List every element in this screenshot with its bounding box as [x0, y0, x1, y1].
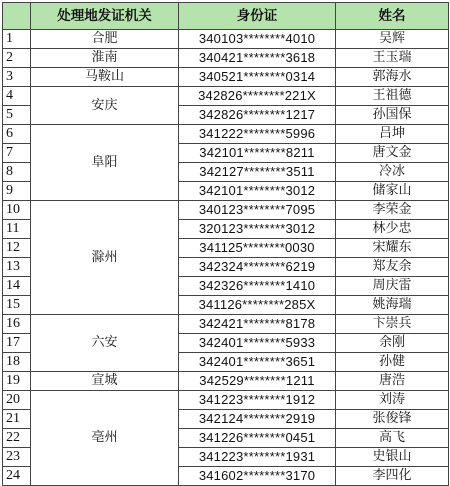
row-number: 21 — [3, 410, 31, 429]
issuing-authority-cell: 淮南 — [31, 49, 179, 68]
row-number: 11 — [3, 220, 31, 239]
id-number-cell: 342101********3012 — [179, 182, 336, 201]
id-number-cell: 342529********1211 — [179, 372, 336, 391]
header-row — [3, 3, 449, 30]
person-name-cell: 周庆雷 — [336, 277, 449, 296]
person-name-cell: 余刚 — [336, 334, 449, 353]
person-name-cell: 储家山 — [336, 182, 449, 201]
issuing-authority-cell: 滁州 — [31, 201, 179, 315]
person-name-cell: 王祖德 — [336, 87, 449, 106]
id-number-cell: 340521********0314 — [179, 68, 336, 87]
id-number-cell: 342421********8178 — [179, 315, 336, 334]
id-number-cell: 342326********1410 — [179, 277, 336, 296]
header-name: 姓名 — [336, 3, 449, 30]
person-name-cell: 孙健 — [336, 353, 449, 372]
id-number-cell: 342127********3511 — [179, 163, 336, 182]
row-number: 15 — [3, 296, 31, 315]
row-number: 20 — [3, 391, 31, 410]
id-number-cell: 342401********5933 — [179, 334, 336, 353]
row-number: 19 — [3, 372, 31, 391]
row-number: 5 — [3, 106, 31, 125]
header-issuing-authority: 处理地发证机关 — [31, 3, 179, 30]
id-number-cell: 340103********4010 — [179, 30, 336, 49]
issuing-authority-cell: 六安 — [31, 315, 179, 372]
row-number: 24 — [3, 467, 31, 486]
row-number: 9 — [3, 182, 31, 201]
row-number: 10 — [3, 201, 31, 220]
id-number-cell: 341223********1931 — [179, 448, 336, 467]
id-number-cell: 341223********1912 — [179, 391, 336, 410]
person-name-cell: 李四化 — [336, 467, 449, 486]
person-name-cell: 姚海瑞 — [336, 296, 449, 315]
person-name-cell: 唐浩 — [336, 372, 449, 391]
issuing-authority-cell: 马鞍山 — [31, 68, 179, 87]
person-name-cell: 吕坤 — [336, 125, 449, 144]
person-name-cell: 卞崇兵 — [336, 315, 449, 334]
id-number-cell: 341602********3170 — [179, 467, 336, 486]
person-name-cell: 郭海水 — [336, 68, 449, 87]
row-number: 23 — [3, 448, 31, 467]
person-name-cell: 王玉瑞 — [336, 49, 449, 68]
id-number-cell: 341222********5996 — [179, 125, 336, 144]
row-number: 16 — [3, 315, 31, 334]
row-number: 4 — [3, 87, 31, 106]
person-name-cell: 刘涛 — [336, 391, 449, 410]
id-list-table — [2, 2, 449, 486]
person-name-cell: 李荣金 — [336, 201, 449, 220]
person-name-cell: 吴辉 — [336, 30, 449, 49]
row-number: 12 — [3, 239, 31, 258]
row-number: 6 — [3, 125, 31, 144]
row-number: 8 — [3, 163, 31, 182]
table-row — [3, 391, 449, 410]
id-number-cell: 342124********2919 — [179, 410, 336, 429]
row-number: 2 — [3, 49, 31, 68]
person-name-cell: 史银山 — [336, 448, 449, 467]
table-row — [3, 49, 449, 68]
id-number-cell: 341226********0451 — [179, 429, 336, 448]
row-number: 1 — [3, 30, 31, 49]
id-number-cell: 341125********0030 — [179, 239, 336, 258]
person-name-cell: 唐文金 — [336, 144, 449, 163]
header-id-number: 身份证 — [179, 3, 336, 30]
table-row — [3, 30, 449, 49]
row-number: 13 — [3, 258, 31, 277]
person-name-cell: 张俊锋 — [336, 410, 449, 429]
row-number: 3 — [3, 68, 31, 87]
id-number-cell: 341126********285X — [179, 296, 336, 315]
row-number: 7 — [3, 144, 31, 163]
row-number: 17 — [3, 334, 31, 353]
id-number-cell: 340421********3618 — [179, 49, 336, 68]
issuing-authority-cell: 安庆 — [31, 87, 179, 125]
issuing-authority-cell: 宣城 — [31, 372, 179, 391]
table-row — [3, 201, 449, 220]
person-name-cell: 宋耀东 — [336, 239, 449, 258]
table-row — [3, 315, 449, 334]
id-number-cell: 340123********7095 — [179, 201, 336, 220]
id-number-cell: 320123********3012 — [179, 220, 336, 239]
id-number-cell: 342401********3651 — [179, 353, 336, 372]
person-name-cell: 高飞 — [336, 429, 449, 448]
header-number — [3, 3, 31, 30]
table-row — [3, 87, 449, 106]
id-number-cell: 342324********6219 — [179, 258, 336, 277]
person-name-cell: 林少忠 — [336, 220, 449, 239]
id-number-cell: 342101********8211 — [179, 144, 336, 163]
row-number: 14 — [3, 277, 31, 296]
row-number: 22 — [3, 429, 31, 448]
table-row — [3, 125, 449, 144]
person-name-cell: 郑友余 — [336, 258, 449, 277]
issuing-authority-cell: 合肥 — [31, 30, 179, 49]
id-number-cell: 342826********221X — [179, 87, 336, 106]
issuing-authority-cell: 亳州 — [31, 391, 179, 486]
person-name-cell: 冷冰 — [336, 163, 449, 182]
table-body — [3, 30, 449, 486]
table-header — [3, 3, 449, 30]
id-number-cell: 342826********1217 — [179, 106, 336, 125]
table-row — [3, 68, 449, 87]
issuing-authority-cell: 阜阳 — [31, 125, 179, 201]
person-name-cell: 孙国保 — [336, 106, 449, 125]
table-row — [3, 372, 449, 391]
row-number: 18 — [3, 353, 31, 372]
